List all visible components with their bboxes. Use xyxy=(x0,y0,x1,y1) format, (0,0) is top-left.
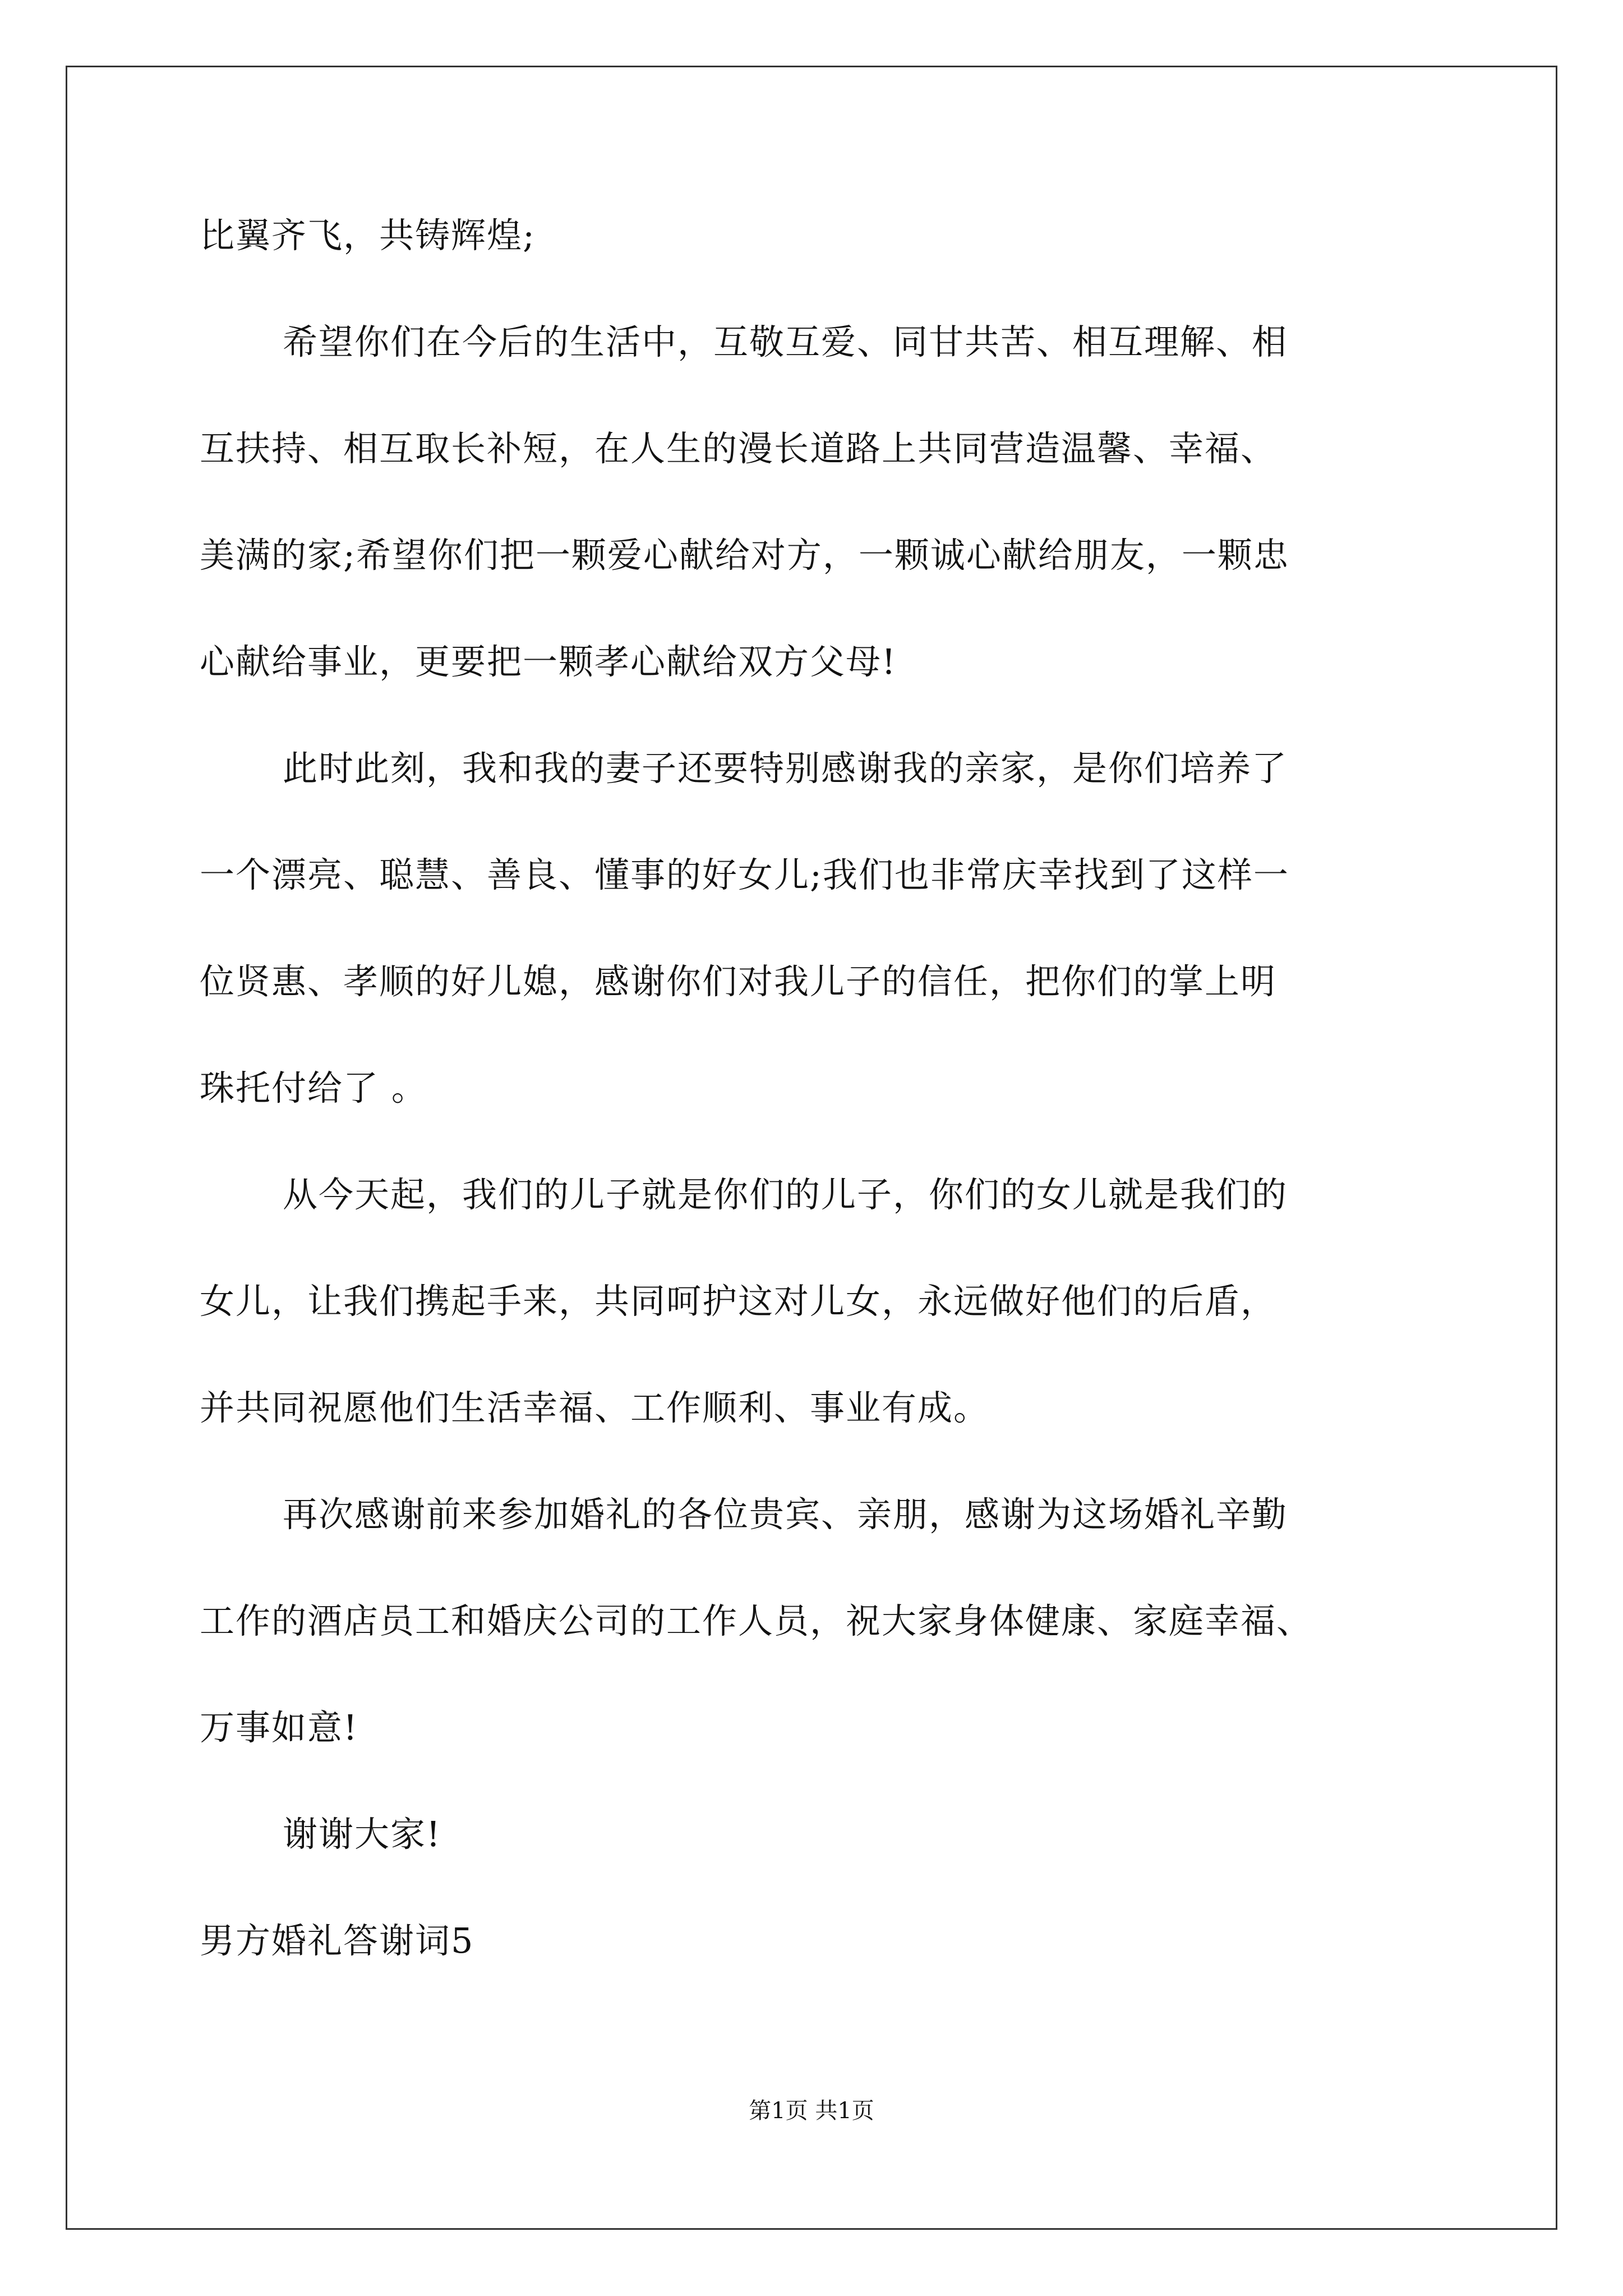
section-heading: 男方婚礼答谢词5 xyxy=(200,1920,474,1961)
paragraph-line: 一个漂亮、聪慧、善良、懂事的好女儿;我们也非常庆幸找到了这样一 xyxy=(200,854,1289,895)
paragraph-line: 从今天起，我们的儿子就是你们的儿子，你们的女儿就是我们的 xyxy=(283,1174,1288,1215)
page-number-footer: 第1页 共1页 xyxy=(749,2098,874,2124)
paragraph-line: 美满的家;希望你们把一颗爱心献给对方，一颗诚心献给朋友，一颗忠 xyxy=(200,535,1289,576)
paragraph-line: 并共同祝愿他们生活幸福、工作顺利、事业有成。 xyxy=(200,1387,990,1428)
paragraph-line: 珠托付给了 。 xyxy=(200,1068,427,1108)
paragraph-line: 女儿，让我们携起手来，共同呵护这对儿女，永远做好他们的后盾， xyxy=(200,1281,1277,1322)
paragraph-line: 心献给事业，更要把一颗孝心献给双方父母! xyxy=(200,641,897,682)
paragraph-line: 希望你们在今后的生活中，互敬互爱、同甘共苦、相互理解、相 xyxy=(283,321,1288,362)
paragraph-line: 再次感谢前来参加婚礼的各位贵宾、亲朋，感谢为这场婚礼辛勤 xyxy=(283,1494,1288,1535)
paragraph-line: 互扶持、相互取长补短，在人生的漫长道路上共同营造温馨、幸福、 xyxy=(200,428,1277,469)
paragraph-line: 位贤惠、孝顺的好儿媳，感谢你们对我儿子的信任，把你们的掌上明 xyxy=(200,961,1277,1002)
paragraph-line: 比翼齐飞，共铸辉煌; xyxy=(200,215,536,256)
paragraph-line: 万事如意! xyxy=(200,1707,358,1748)
paragraph-line: 此时此刻，我和我的妻子还要特别感谢我的亲家，是你们培养了 xyxy=(283,748,1288,789)
paragraph-line: 谢谢大家! xyxy=(283,1814,441,1855)
paragraph-line: 工作的酒店员工和婚庆公司的工作人员，祝大家身体健康、家庭幸福、 xyxy=(200,1600,1313,1641)
page-border xyxy=(66,66,1557,2230)
